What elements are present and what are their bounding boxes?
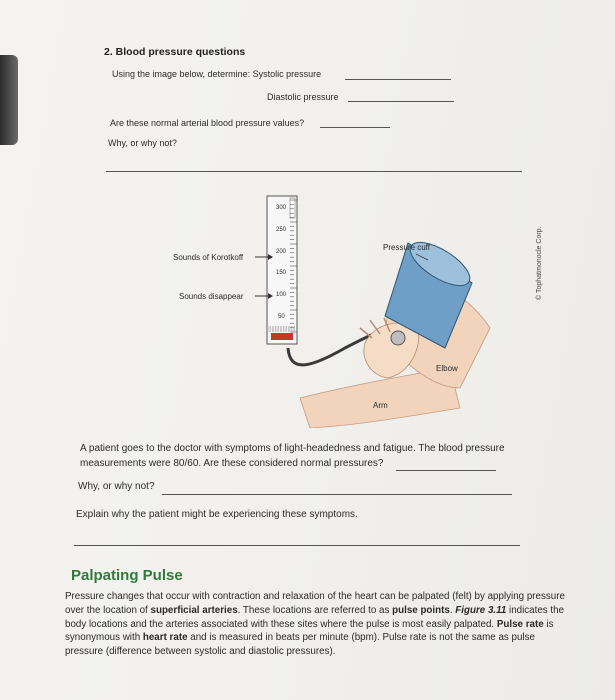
section-title: Palpating Pulse [71, 567, 183, 584]
systolic-answer-line[interactable] [345, 79, 451, 80]
diastolic-answer-line[interactable] [348, 101, 454, 102]
why-question: Why, or why not? [108, 138, 177, 148]
binder-edge [0, 55, 18, 145]
tick-label-300: 300 [276, 205, 287, 211]
section-body: Pressure changes that occur with contraction and relaxation of the heart can be palpated (felt) by applying pressure over the location of superficial arteries. These locations are referred to as pulse points. Figure 3.11 indicates the body locations and the arteries associated with these sites where the pulse is most easily palpated. Pulse rate is synonymous with heart rate and is measured in beats per minute (bpm). Pulse rate is not the same as pulse pressure (difference between systolic and diastolic pressures). [65, 591, 565, 658]
sounds-korotkoff-label: Sounds of Korotkoff [173, 253, 244, 262]
sounds-disappear-label: Sounds disappear [179, 292, 244, 301]
normal-pressures-answer-line[interactable] [396, 470, 496, 471]
normal-values-question: Are these normal arterial blood pressure values? [110, 118, 305, 128]
patient-scenario: A patient goes to the doctor with symptoms of light-headedness and fatigue. The blood pressure measurements were 80/60. Are these considered normal pressures? [80, 443, 505, 469]
tick-label-200: 200 [276, 249, 287, 255]
sphygmomanometer-illustration [160, 188, 580, 428]
explain-question: Explain why the patient might be experiencing these symptoms. [76, 509, 358, 520]
tick-label-100: 100 [276, 292, 287, 298]
patient-why-question: Why, or why not? [78, 481, 155, 492]
elbow-label: Elbow [436, 364, 458, 373]
blood-pressure-figure [160, 188, 580, 428]
stethoscope-icon [391, 331, 405, 345]
tick-label-250: 250 [276, 227, 287, 233]
diastolic-question: Diastolic pressure [267, 92, 339, 102]
systolic-question: Using the image below, determine: Systolic pressure [112, 69, 322, 79]
tick-label-150: 150 [276, 270, 287, 276]
tick-label-50: 50 [278, 314, 285, 320]
normal-values-answer-line[interactable] [320, 127, 390, 128]
question-heading: 2. Blood pressure questions [104, 46, 246, 58]
explain-answer-line[interactable] [74, 545, 520, 546]
patient-why-answer-line[interactable] [162, 494, 512, 495]
pressure-cuff-label: Pressure cuff [383, 243, 430, 252]
mercury-column [271, 333, 293, 340]
why-answer-line[interactable] [106, 171, 522, 172]
hand [364, 323, 419, 378]
arm-label: Arm [373, 401, 388, 410]
copyright-notice: © Tophatmonocle Corp. [536, 226, 543, 300]
